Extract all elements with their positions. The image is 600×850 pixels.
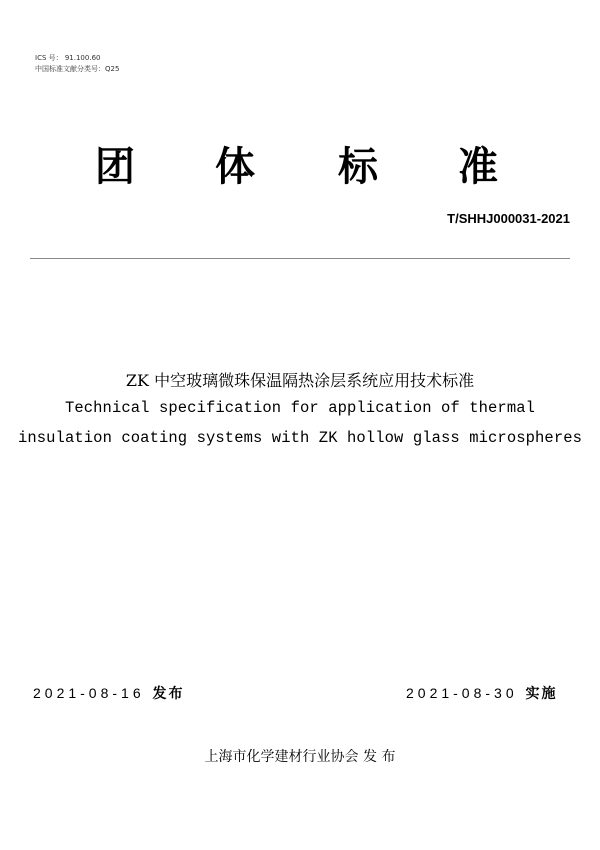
title-chinese: ZK 中空玻璃微珠保温隔热涂层系统应用技术标准 bbox=[125, 371, 475, 390]
title-char: 体 bbox=[215, 144, 255, 190]
document-type-title bbox=[0, 135, 600, 190]
title-char: 团 bbox=[95, 144, 135, 190]
issue-date-block bbox=[33, 683, 185, 703]
ics-number: ICS 号： 91.100.60 bbox=[35, 54, 101, 62]
publisher: 上海市化学建材行业协会 发 布 bbox=[204, 749, 396, 765]
implementation-label: 实施 bbox=[525, 685, 558, 701]
divider bbox=[30, 258, 570, 259]
title-char: 标 bbox=[338, 144, 378, 190]
title-english-line1: Technical specification for application of thermal bbox=[64, 399, 536, 417]
title-english-line2: insulation coating systems with ZK hollow glass microspheres bbox=[17, 429, 583, 447]
ccs-number: 中国标准文献分类号：Q25 bbox=[35, 65, 120, 73]
issue-date: 2021-08-16 bbox=[33, 685, 145, 701]
issue-label: 发布 bbox=[152, 685, 185, 701]
standard-code: T/SHHJ000031-2021 bbox=[447, 211, 570, 226]
implementation-date: 2021-08-30 bbox=[406, 685, 518, 701]
implementation-date-block bbox=[406, 683, 558, 703]
title-char: 准 bbox=[458, 144, 498, 190]
